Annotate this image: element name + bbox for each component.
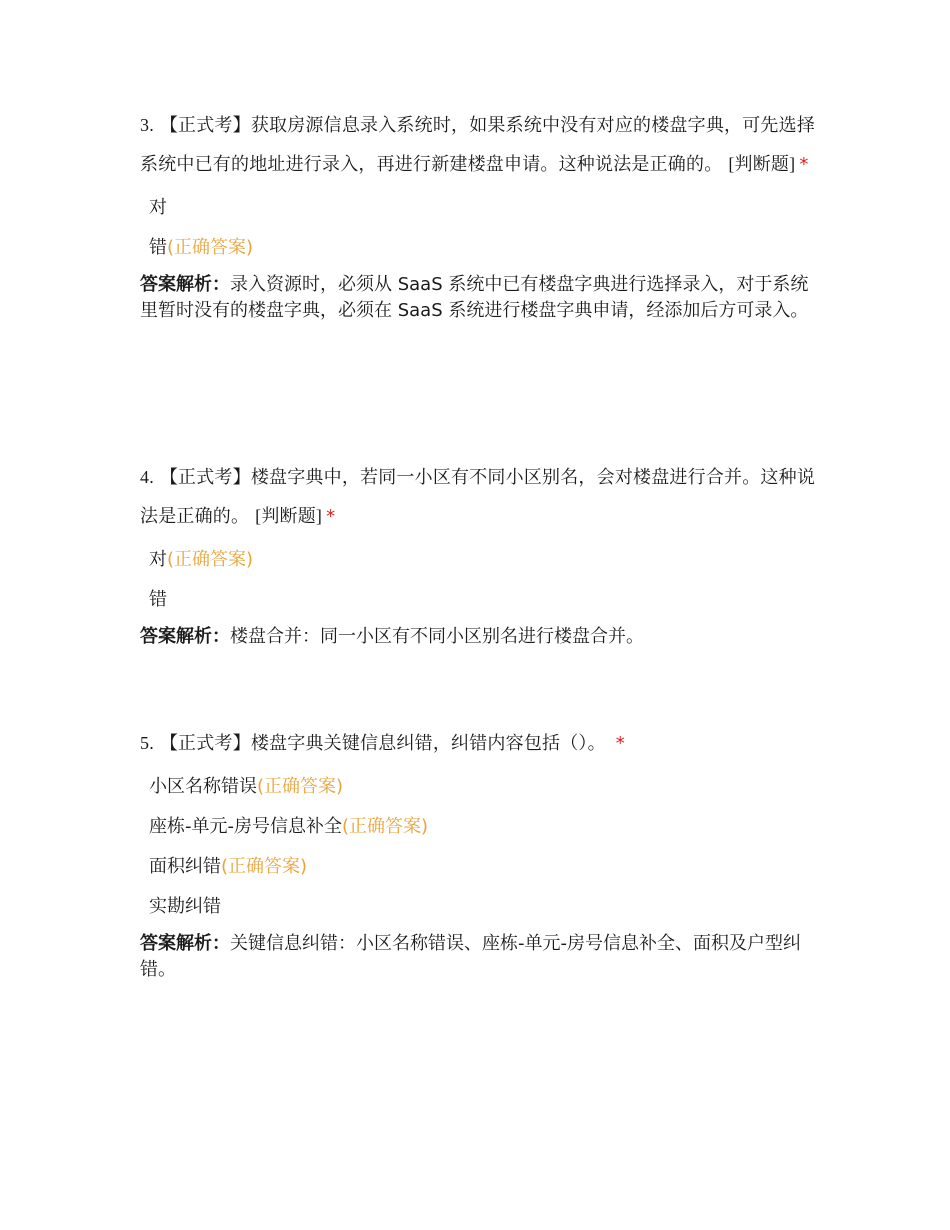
answer-analysis — [140, 272, 816, 324]
option-label: 小区名称错误 — [149, 776, 257, 797]
option-item[interactable] — [149, 540, 816, 580]
option-label: 对 — [149, 197, 167, 218]
option-list — [140, 767, 816, 927]
analysis-text: 楼盘合并：同一小区有不同小区别名进行楼盘合并。 — [230, 626, 644, 647]
question-stem: 【正式考】楼盘字典关键信息纠错，纠错内容包括（）。 — [159, 733, 606, 754]
question-3 — [140, 106, 816, 324]
answer-analysis — [140, 624, 816, 650]
option-item[interactable] — [149, 807, 816, 847]
correct-answer-tag: (正确答案) — [221, 856, 308, 877]
option-item[interactable] — [149, 767, 816, 807]
question-text — [140, 106, 816, 184]
option-item[interactable] — [149, 228, 816, 268]
option-item[interactable] — [149, 887, 816, 927]
answer-analysis — [140, 931, 816, 983]
analysis-text: 录入资源时，必须从 SaaS 系统中已有楼盘字典进行选择录入，对于系统里暂时没有的楼盘字典，必须在 SaaS 系统进行楼盘字典申请，经添加后方可录入。 — [140, 274, 809, 321]
question-text — [140, 458, 816, 536]
required-mark: * — [615, 733, 625, 754]
analysis-text: 关键信息纠错：小区名称错误、座栋-单元-房号信息补全、面积及户型纠错。 — [140, 933, 801, 980]
correct-answer-tag: (正确答案) — [167, 237, 254, 258]
required-mark: * — [799, 154, 809, 175]
analysis-label: 答案解析： — [140, 933, 230, 954]
question-type: [判断题] — [728, 154, 796, 174]
option-label: 面积纠错 — [149, 856, 221, 877]
analysis-label: 答案解析： — [140, 626, 230, 647]
question-number: 5. — [140, 733, 154, 753]
option-list — [140, 540, 816, 620]
question-number: 4. — [140, 467, 154, 487]
option-item[interactable] — [149, 188, 816, 228]
correct-answer-tag: (正确答案) — [257, 776, 344, 797]
option-label: 对 — [149, 549, 167, 570]
option-label: 错 — [149, 237, 167, 258]
question-stem: 【正式考】获取房源信息录入系统时，如果系统中没有对应的楼盘字典，可先选择系统中已有的地址进行录入，再进行新建楼盘申请。这种说法是正确的。 — [140, 115, 816, 175]
question-stem: 【正式考】楼盘字典中，若同一小区有不同小区别名，会对楼盘进行合并。这种说法是正确的。 — [140, 467, 816, 527]
question-5 — [140, 724, 816, 983]
correct-answer-tag: (正确答案) — [167, 549, 254, 570]
option-label: 座栋-单元-房号信息补全 — [149, 816, 342, 837]
question-text — [140, 724, 816, 763]
option-label: 错 — [149, 589, 167, 610]
option-label: 实勘纠错 — [149, 896, 221, 917]
question-number: 3. — [140, 115, 154, 135]
analysis-label: 答案解析： — [140, 274, 230, 295]
option-item[interactable] — [149, 580, 816, 620]
question-4 — [140, 458, 816, 650]
required-mark: * — [326, 506, 336, 527]
option-item[interactable] — [149, 847, 816, 887]
option-list — [140, 188, 816, 268]
correct-answer-tag: (正确答案) — [342, 816, 429, 837]
question-type: [判断题] — [255, 506, 323, 526]
